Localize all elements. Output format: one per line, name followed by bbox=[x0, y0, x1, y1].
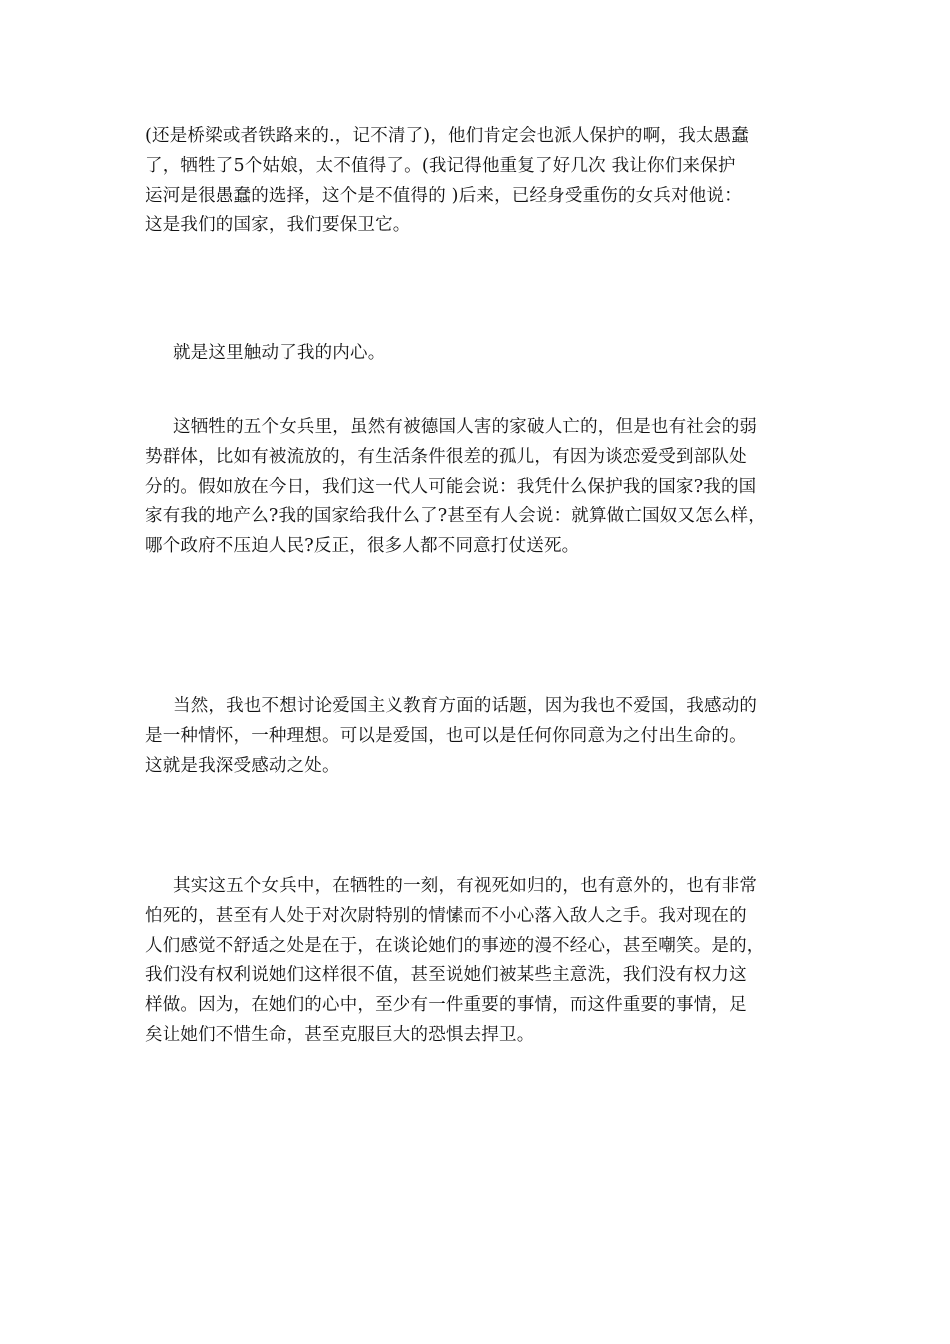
paragraph-line: 当然，我也不想讨论爱国主义教育方面的话题，因为我也不爱国，我感动的 bbox=[173, 696, 758, 716]
paragraph-line: 怕死的，甚至有人处于对次尉特别的情愫而不小心落入敌人之手。我对现在的 bbox=[145, 905, 747, 926]
paragraph-line: 势群体，比如有被流放的，有生活条件很差的孤儿，有因为谈恋爱受到部队处 bbox=[145, 446, 747, 467]
paragraph-line: 这就是我深受感动之处。 bbox=[145, 755, 340, 776]
paragraph-line: 家有我的地产么?我的国家给我什么了?甚至有人会说：就算做亡国奴又怎么样， bbox=[145, 506, 766, 527]
paragraph-line: 哪个政府不压迫人民?反正，很多人都不同意打仗送死。 bbox=[145, 536, 580, 557]
paragraph-line: 矣让她们不惜生命，甚至克服巨大的恐惧去捍卫。 bbox=[145, 1024, 535, 1045]
paragraph-line: 我们没有权利说她们这样很不值，甚至说她们被某些主意洗，我们没有权力这 bbox=[145, 965, 747, 986]
paragraph-line: 这牺牲的五个女兵里，虽然有被德国人害的家破人亡的，但是也有社会的弱 bbox=[173, 417, 758, 437]
paragraph-line: 分的。假如放在今日，我们这一代人可能会说：我凭什么保护我的国家?我的国 bbox=[145, 476, 757, 497]
paragraph-line: 其实这五个女兵中，在牺牲的一刻，有视死如归的，也有意外的，也有非常 bbox=[173, 876, 758, 896]
paragraph-line: 就是这里触动了我的内心。 bbox=[173, 343, 386, 363]
paragraph-1 bbox=[145, 122, 807, 241]
paragraph-line: (还是桥梁或者铁路来的.，记不清了)，他们肯定会也派人保护的啊，我太愚蠢 bbox=[145, 126, 749, 146]
paragraph-line: 这是我们的国家，我们要保卫它。 bbox=[145, 215, 411, 236]
paragraph-3 bbox=[145, 413, 807, 562]
paragraph-line: 样做。因为，在她们的心中，至少有一件重要的事情，而这件重要的事情，足 bbox=[145, 995, 747, 1016]
paragraph-line: 是一种情怀，一种理想。可以是爱国，也可以是任何你同意为之付出生命的。 bbox=[145, 725, 747, 746]
paragraph-5 bbox=[145, 872, 807, 1051]
paragraph-2 bbox=[145, 339, 807, 369]
paragraph-line: 人们感觉不舒适之处是在于，在谈论她们的事迹的漫不经心，甚至嘲笑。是的， bbox=[145, 935, 765, 956]
paragraph-line: 了，牺牲了5个姑娘，太不值得了。(我记得他重复了好几次 我让你们来保护 bbox=[145, 155, 736, 176]
paragraph-4 bbox=[145, 692, 807, 781]
paragraph-line: 运河是很愚蠢的选择，这个是不值得的 )后来，已经身受重伤的女兵对他说： bbox=[145, 185, 742, 206]
